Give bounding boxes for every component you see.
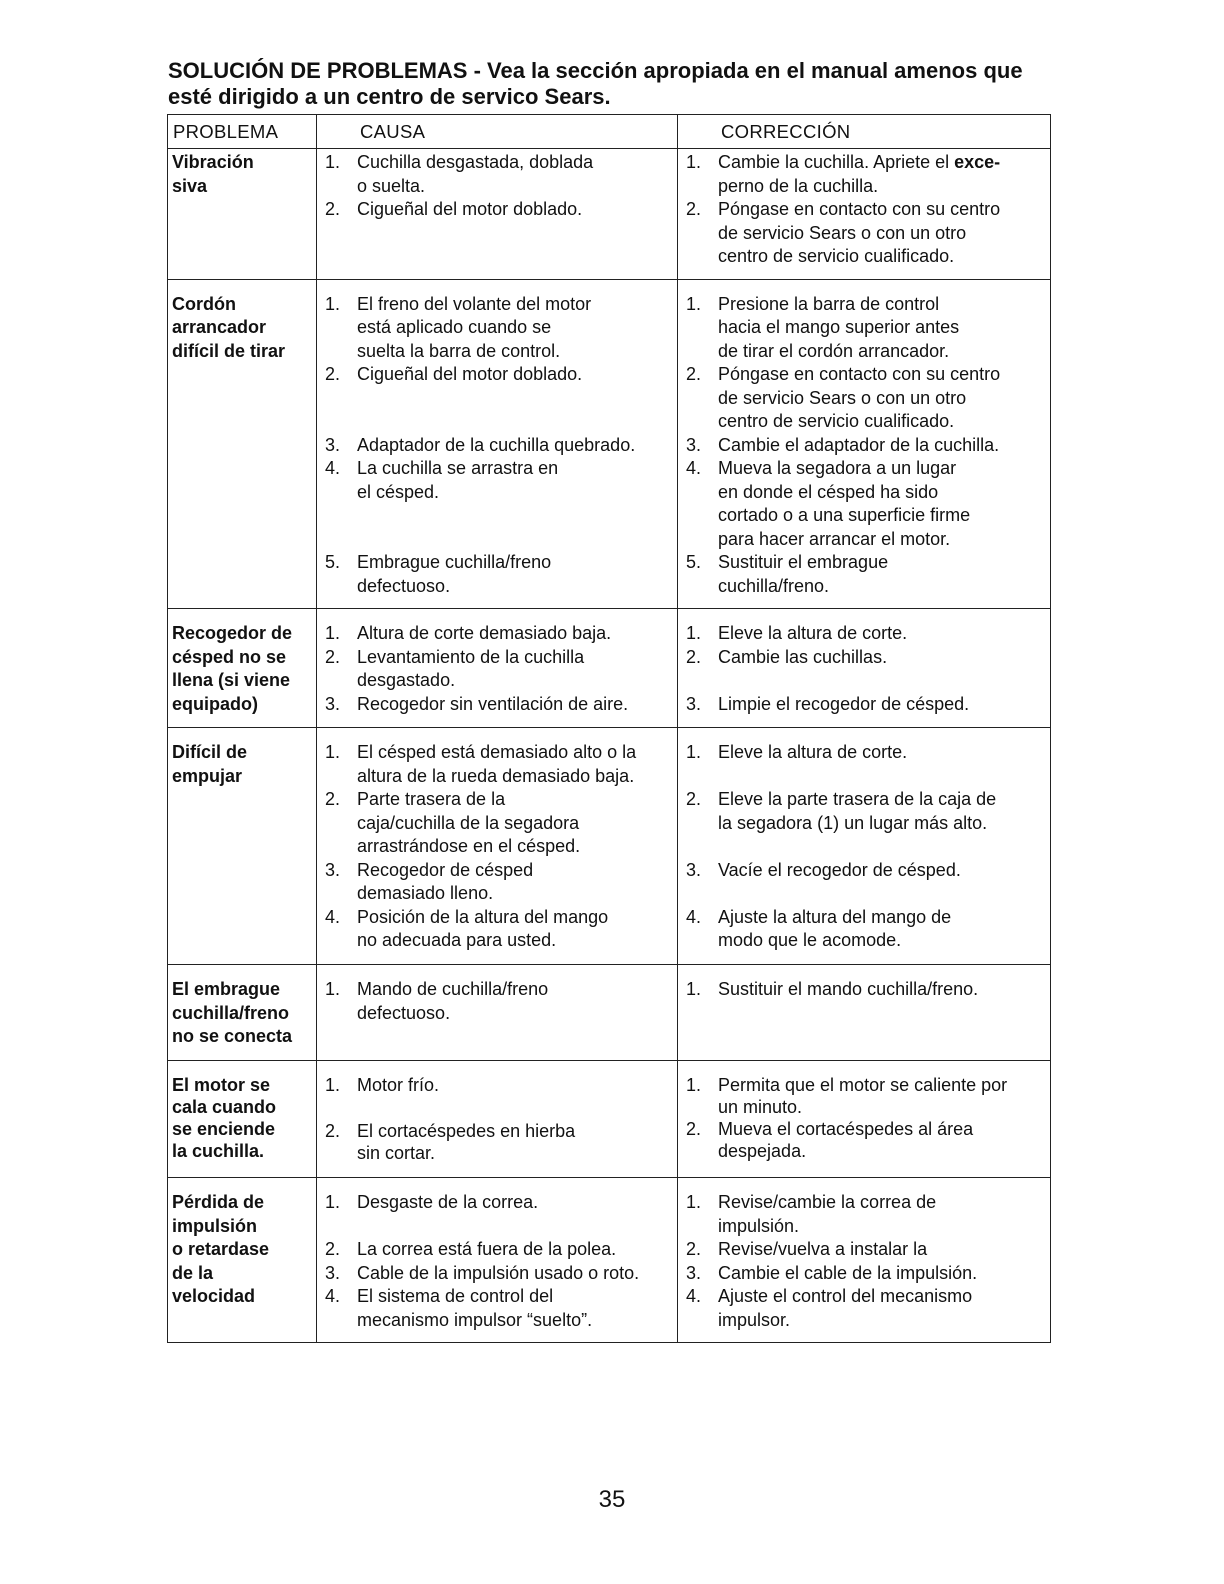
correction-item [686,457,1044,551]
item-number: 4. [686,1286,702,1306]
item-number: 3. [686,434,702,455]
cause-item [325,646,671,693]
item-line: la segadora (1) un lugar más alto. [718,812,988,833]
item-line: Recogedor de césped [357,859,534,880]
cause-cell [317,149,678,280]
item-number: 5. [686,552,702,572]
cause-item [325,363,671,387]
item-number: 1. [325,742,341,762]
item-line: Mando de cuchilla/freno [357,979,549,999]
correction-cell [678,279,1051,609]
correction-item [686,1191,1044,1238]
item-number: 2. [325,199,341,219]
cause-item [325,693,671,717]
troubleshooting-table [167,114,1051,1343]
header-problema: PROBLEMA [168,115,317,149]
item-line: Sustituir el embrague [718,552,889,572]
item-number: 3. [686,1262,702,1283]
item-line: para hacer arrancar el motor. [718,528,951,549]
problem-line: de la [172,1262,214,1283]
page-title-line-2: esté dirigido a un centro de servico Sears. [168,84,611,109]
item-line: desgastado. [357,670,456,690]
problem-line: cuchilla/freno [172,1002,290,1023]
problem-line: no se conecta [172,1026,293,1046]
item-line: de tirar el cordón arrancador. [718,340,950,361]
correction-item [686,693,1044,717]
item-line: Cuchilla desgastada, doblada [357,152,594,172]
cause-item [325,1191,671,1215]
table-row [168,965,1051,1061]
cause-item [325,293,671,364]
page-number: 35 [598,1486,626,1513]
correction-item [686,1285,1044,1332]
cause-item [325,1074,671,1096]
item-line [718,151,1044,175]
cause-item [325,788,671,859]
cause-item [325,434,671,458]
item-number: 1. [325,979,341,999]
item-line: Parte trasera de la [357,789,506,809]
item-number: 5. [325,552,341,572]
problem-line: la cuchilla. [172,1141,265,1161]
item-line: defectuoso. [357,1002,451,1023]
item-number: 1. [325,152,341,172]
item-number: 2. [686,364,702,384]
item-number: 2. [686,1239,702,1259]
correction-item [686,1074,1044,1118]
correction-cell [678,1178,1051,1343]
item-line: o suelta. [357,175,426,196]
item-line: La correa está fuera de la polea. [357,1239,617,1259]
cause-item [325,1238,671,1262]
cause-cell [317,1178,678,1343]
item-line: Presione la barra de control [718,293,940,314]
item-line: impulsor. [718,1309,791,1330]
item-number: 2. [686,1119,702,1139]
cause-item [325,1120,671,1164]
item-number: 2. [325,1120,341,1141]
item-number: 1. [325,623,341,643]
item-number: 1. [325,1075,341,1095]
problem-line: siva [172,175,208,196]
problem-line: El embrague [172,979,281,999]
cause-item [325,1285,671,1332]
problem-line: césped no se [172,646,287,667]
item-line: Póngase en contacto con su centro [718,364,1001,384]
problem-line: Pérdida de [172,1192,265,1212]
correction-item [686,293,1044,364]
item-line: Levantamiento de la cuchilla [357,646,585,667]
item-line: Eleve la parte trasera de la caja de [718,789,997,809]
correction-cell [678,965,1051,1061]
problem-cell [168,1061,317,1178]
item-line: Revise/cambie la correa de [718,1192,937,1212]
item-line: modo que le acomode. [718,930,902,950]
cause-cell [317,728,678,965]
item-line: Adaptador de la cuchilla quebrado. [357,434,636,455]
correction-cell [678,1061,1051,1178]
correction-item [686,859,1044,883]
problem-line: empujar [172,765,243,786]
correction-item [686,622,1044,646]
item-number: 2. [686,646,702,667]
item-number: 4. [686,458,702,478]
item-line: suelta la barra de control. [357,340,561,361]
item-line: Cable de la impulsión usado o roto. [357,1262,640,1283]
cause-cell [317,965,678,1061]
cause-item [325,622,671,646]
cause-item [325,457,671,504]
item-line: Cambie el cable de la impulsión. [718,1262,978,1283]
item-line: Ajuste el control del mecanismo [718,1286,973,1306]
item-number: 1. [325,1192,341,1212]
correction-item [686,741,1044,765]
item-line: sin cortar. [357,1142,436,1163]
item-number: 4. [686,906,702,927]
correction-cell [678,609,1051,728]
header-correccion: CORRECCIÓN [678,115,1051,149]
item-line: Revise/vuelva a instalar la [718,1239,928,1259]
problem-cell [168,965,317,1061]
correction-item [686,434,1044,458]
table-row [168,1061,1051,1178]
correction-item [686,646,1044,670]
item-number: 2. [325,1239,341,1259]
item-line: perno de la cuchilla. [718,175,879,196]
item-number: 1. [686,1075,702,1095]
item-line: altura de la rueda demasiado baja. [357,765,635,786]
correction-item [686,1262,1044,1286]
item-line: Sustituir el mando cuchilla/freno. [718,979,979,999]
item-line: El sistema de control del [357,1286,554,1306]
item-number: 3. [686,693,702,714]
item-number: 1. [686,979,702,999]
item-number: 2. [686,199,702,219]
item-number: 1. [686,742,702,762]
problem-line: Recogedor de [172,623,293,643]
table-row [168,279,1051,609]
problem-cell [168,149,317,280]
item-line: un minuto. [718,1097,803,1117]
item-line: El cortacéspedes en hierba [357,1120,576,1141]
item-line: centro de servicio cualificado. [718,246,955,266]
item-line: de servicio Sears o con un otro [718,387,967,408]
item-line: Posición de la altura del mango [357,906,609,927]
cause-item [325,978,671,1025]
problem-line: llena (si viene [172,670,291,690]
item-number: 3. [325,1262,341,1283]
item-line: Ajuste la altura del mango de [718,906,952,927]
correction-item [686,978,1044,1002]
item-line-text: Cambie la cuchilla. Apriete el [718,152,955,172]
item-number: 1. [686,152,702,172]
item-number: 4. [325,458,341,478]
item-line: arrastrándose en el césped. [357,836,581,856]
page-title [168,58,1068,110]
cause-item [325,151,671,198]
problem-line: o retardase [172,1239,270,1259]
table-row [168,149,1051,280]
item-line: Permita que el motor se caliente por [718,1075,1008,1095]
item-number: 3. [686,859,702,880]
problem-line: velocidad [172,1286,256,1306]
item-line: Eleve la altura de corte. [718,742,908,762]
problem-cell [168,1178,317,1343]
cause-item [325,741,671,788]
item-line: El freno del volante del motor [357,293,592,314]
problem-cell [168,609,317,728]
item-line: caja/cuchilla de la segadora [357,812,580,833]
cause-item [325,1262,671,1286]
item-line: centro de servicio cualificado. [718,411,955,431]
item-line: Cigueñal del motor doblado. [357,364,583,384]
problem-line: difícil de tirar [172,340,286,361]
item-line: Embrague cuchilla/freno [357,552,552,572]
item-line: Mueva el cortacéspedes al área [718,1119,974,1139]
item-line: Cigueñal del motor doblado. [357,199,583,219]
item-line: el césped. [357,481,440,502]
item-number: 2. [325,646,341,667]
table-row [168,609,1051,728]
problem-line: Vibración [172,152,254,172]
table-header-row [168,115,1051,149]
item-line: Cambie las cuchillas. [718,646,888,667]
item-number: 1. [686,623,702,643]
cause-item [325,198,671,222]
cause-cell [317,609,678,728]
cause-item [325,551,671,598]
cause-cell [317,1061,678,1178]
item-line: Motor frío. [357,1075,440,1095]
item-line: cuchilla/freno. [718,575,830,596]
item-number: 3. [325,859,341,880]
item-line: Póngase en contacto con su centro [718,199,1001,219]
correction-item [686,363,1044,434]
item-line: La cuchilla se arrastra en [357,458,559,478]
correction-item [686,906,1044,953]
problem-line: equipado) [172,693,258,714]
item-number: 3. [325,434,341,455]
correction-item [686,551,1044,598]
item-number: 1. [686,1192,702,1212]
correction-item [686,198,1044,269]
item-number: 4. [325,906,341,927]
problem-cell [168,279,317,609]
cause-cell [317,279,678,609]
table-row [168,1178,1051,1343]
table-row [168,728,1051,965]
problem-line: se enciende [172,1119,276,1139]
item-line: no adecuada para usted. [357,930,557,950]
correction-item [686,151,1044,198]
item-line: El césped está demasiado alto o la [357,742,637,762]
item-number: 1. [325,293,341,314]
item-line: Recogedor sin ventilación de aire. [357,693,629,714]
item-line: demasiado lleno. [357,883,494,903]
item-line: está aplicado cuando se [357,317,552,337]
item-line: defectuoso. [357,575,451,596]
item-line: en donde el césped ha sido [718,481,939,502]
item-line: de servicio Sears o con un otro [718,222,967,243]
item-line: Desgaste de la correa. [357,1192,539,1212]
problem-line: impulsión [172,1215,257,1236]
cause-item [325,906,671,953]
item-line-bold: exce- [954,152,1001,172]
correction-item [686,788,1044,835]
item-line: mecanismo impulsor “suelto”. [357,1309,593,1330]
cause-item [325,859,671,906]
item-number: 2. [686,789,702,809]
item-line: Vacíe el recogedor de césped. [718,859,961,880]
correction-item [686,1238,1044,1262]
item-number: 2. [325,364,341,384]
problem-line: arrancador [172,317,267,337]
item-line: Cambie el adaptador de la cuchilla. [718,434,1000,455]
problem-line: cala cuando [172,1097,277,1117]
correction-cell [678,149,1051,280]
page-title-line-1: SOLUCIÓN DE PROBLEMAS - Vea la sección apropiada en el manual amenos que [168,58,1023,83]
problem-line: Difícil de [172,742,248,762]
correction-cell [678,728,1051,965]
problem-cell [168,728,317,965]
problem-line: El motor se [172,1075,271,1095]
header-causa: CAUSA [317,115,678,149]
item-line: impulsión. [718,1215,800,1236]
item-line: Limpie el recogedor de césped. [718,693,970,714]
item-number: 2. [325,789,341,809]
item-line: cortado o a una superficie firme [718,505,971,525]
problem-line: Cordón [172,293,236,314]
item-number: 4. [325,1286,341,1306]
item-line: hacia el mango superior antes [718,317,960,337]
item-line: Eleve la altura de corte. [718,623,908,643]
item-number: 1. [686,293,702,314]
item-line: despejada. [718,1141,807,1161]
item-number: 3. [325,693,341,714]
correction-item [686,1118,1044,1162]
item-line: Mueva la segadora a un lugar [718,458,957,478]
item-line: Altura de corte demasiado baja. [357,623,612,643]
